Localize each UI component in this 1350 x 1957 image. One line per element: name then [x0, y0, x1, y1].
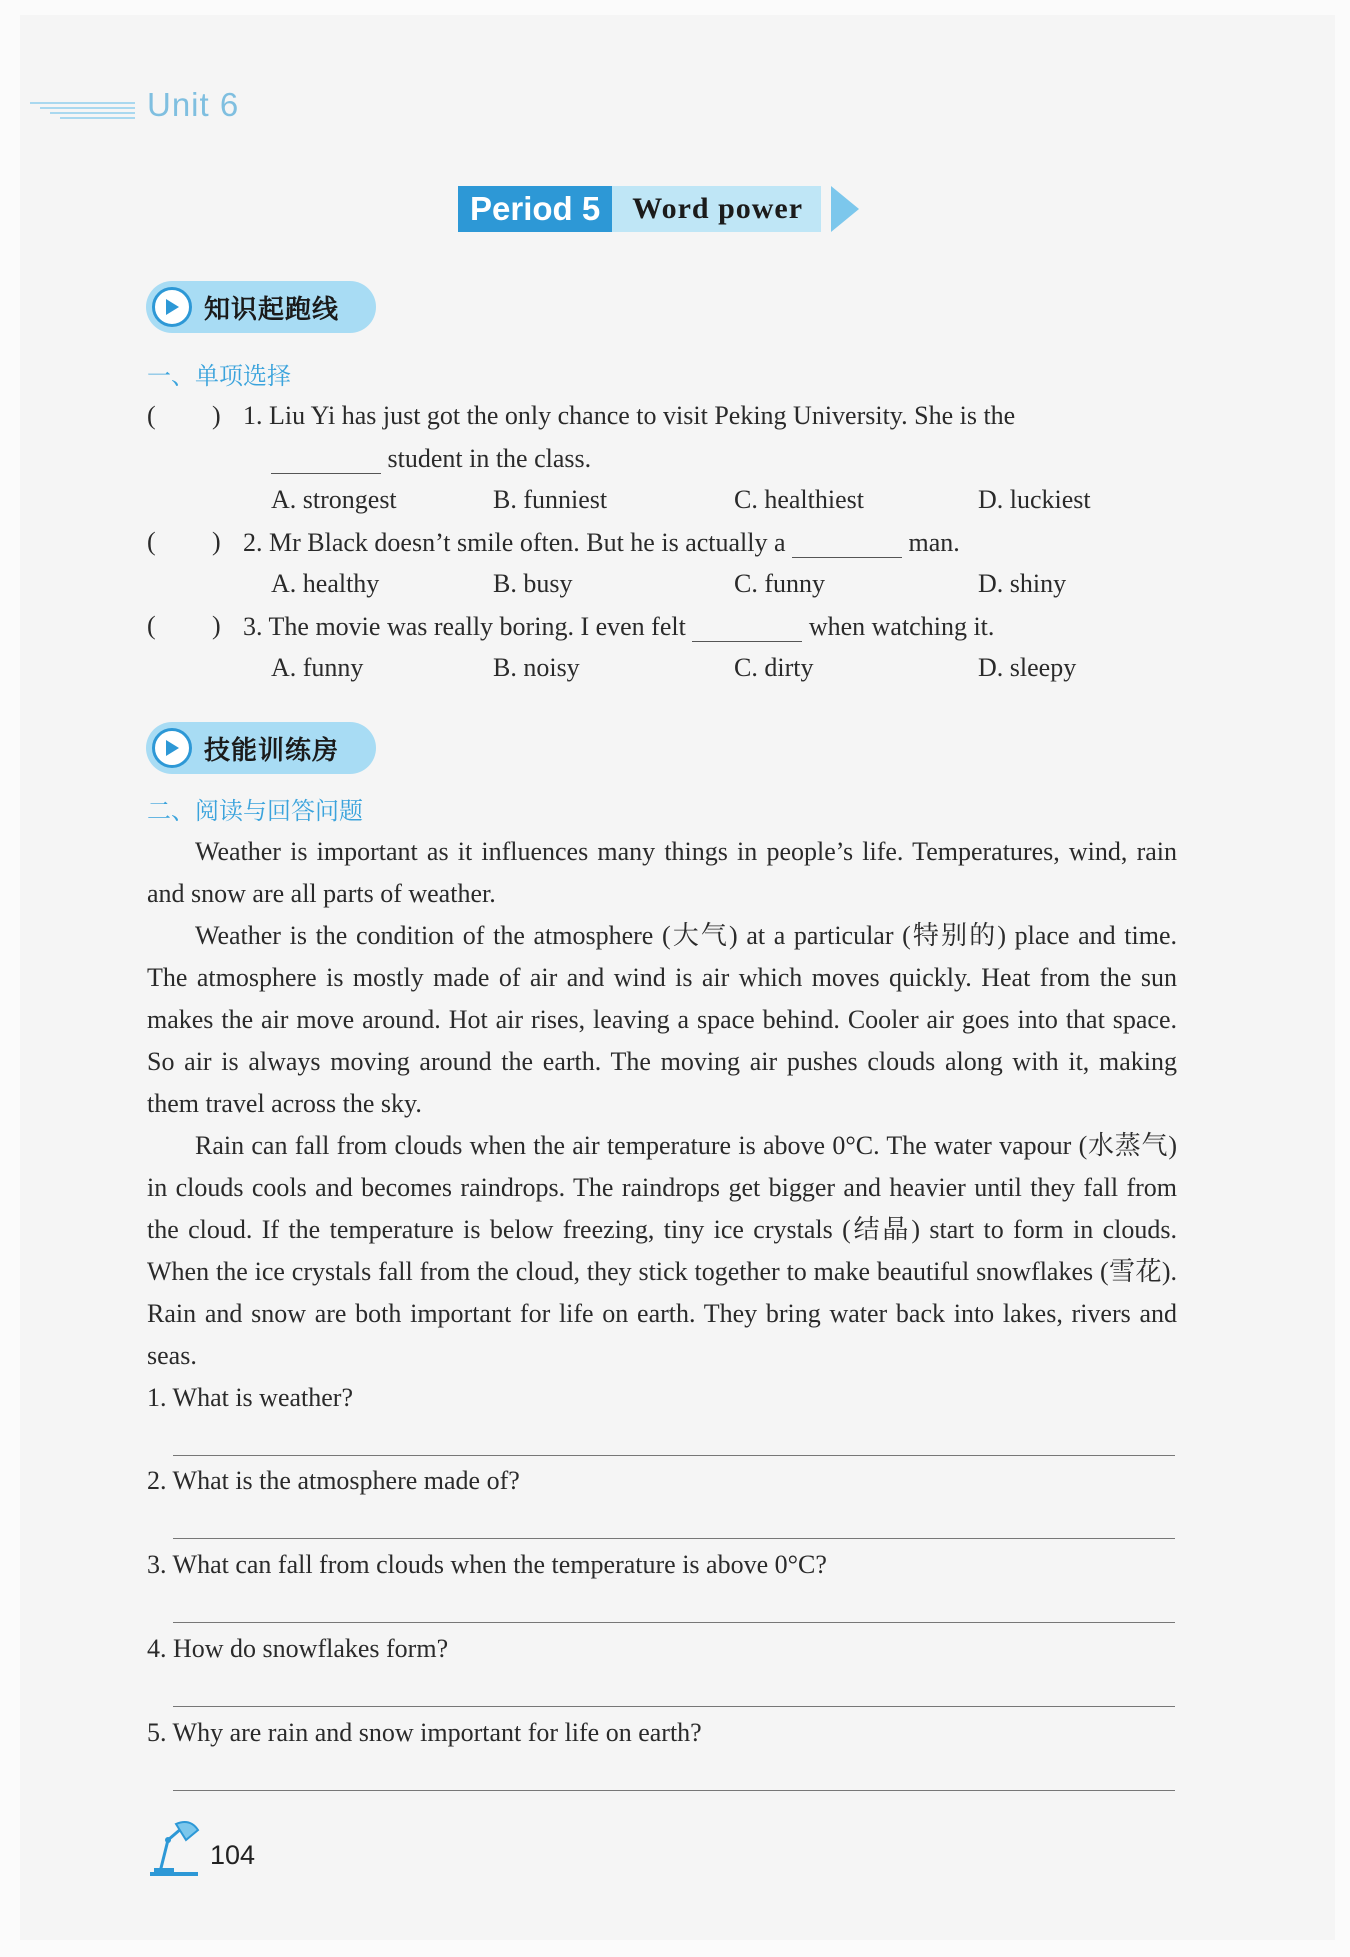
q3-text [243, 611, 994, 642]
answer-paren-close: ) [212, 401, 221, 430]
reading-paragraph-3-text: Rain can fall from clouds when the air temperature is above 0°C. The water vapour (水蒸气) in clouds cools and becomes raindrops. The raindrops get bigger and heavier until they fall from the cloud. If the temperature is below freezing, tiny ice crystals (结晶) start to form in clouds. When the ice crystals fall from the cloud, they stick together to make beautiful snowflakes (雪花). Rain and snow are both important for life on earth. They bring water back into lakes, rivers and seas. [147, 1131, 1177, 1370]
q3-text-before: 3. The movie was really boring. I even felt [243, 612, 686, 641]
period-banner [458, 186, 859, 232]
unit-title: Unit 6 [147, 86, 240, 123]
comprehension-question-4: 4. How do snowflakes form? [147, 1634, 449, 1663]
reading-paragraph-1 [147, 831, 1177, 915]
section-skills-title: 技能训练房 [204, 735, 340, 766]
q2-blank[interactable] [792, 527, 902, 558]
reading-paragraph-3 [147, 1125, 1177, 1377]
comprehension-question-5: 5. Why are rain and snow important for life on earth? [147, 1718, 702, 1747]
q1-option-a: A. strongest [271, 485, 397, 514]
comprehension-question-1: 1. What is weather? [147, 1383, 353, 1412]
q1-option-d: D. luckiest [978, 485, 1091, 514]
q2-option-b: B. busy [493, 569, 573, 598]
q2-option-d: D. shiny [978, 569, 1067, 598]
q2-option-a: A. healthy [271, 569, 380, 598]
q3-option-d: D. sleepy [978, 653, 1077, 682]
q3-text-after: when watching it. [808, 612, 995, 641]
answer-paren-open: ( [147, 401, 156, 430]
q1-line1: 1. Liu Yi has just got the only chance to visit Peking University. She is the [243, 401, 1016, 430]
desk-lamp-icon [146, 1818, 202, 1878]
q1-option-c: C. healthiest [734, 485, 864, 514]
section-knowledge-title: 知识起跑线 [204, 294, 340, 325]
q2-text-after: man. [908, 528, 960, 557]
play-icon [152, 287, 192, 327]
mc-heading: 一、单项选择 [147, 362, 291, 390]
answer-paren-open: ( [147, 611, 156, 640]
arrow-icon [831, 186, 859, 232]
answer-line-2[interactable] [173, 1538, 1175, 1539]
comprehension-question-2: 2. What is the atmosphere made of? [147, 1466, 520, 1495]
answer-line-1[interactable] [173, 1455, 1175, 1456]
q1-blank[interactable] [271, 443, 381, 474]
reading-paragraph-2-text: Weather is the condition of the atmosphere (大气) at a particular (特别的) place and time. The atmosphere is mostly made of air and wind is air which moves quickly. Heat from the sun makes the air move around. Hot air rises, leaving a space behind. Cooler air goes into that space. So air is always moving around the earth. The moving air pushes clouds along with it, making them travel across the sky. [147, 921, 1177, 1118]
reading-heading: 二、阅读与回答问题 [147, 797, 363, 825]
answer-line-3[interactable] [173, 1622, 1175, 1623]
answer-line-5[interactable] [173, 1790, 1175, 1791]
comprehension-question-3: 3. What can fall from clouds when the temperature is above 0°C? [147, 1550, 827, 1579]
period-title: Word power [612, 186, 821, 232]
answer-paren-close: ) [212, 611, 221, 640]
q3-option-b: B. noisy [493, 653, 580, 682]
reading-paragraph-2 [147, 915, 1177, 1125]
q3-blank[interactable] [692, 611, 802, 642]
q2-option-c: C. funny [734, 569, 825, 598]
reading-paragraph-1-text: Weather is important as it influences many things in people’s life. Temperatures, wind, rain and snow are all parts of weather. [147, 837, 1177, 908]
answer-paren-open: ( [147, 527, 156, 556]
section-knowledge-pill [146, 281, 376, 333]
play-icon [152, 728, 192, 768]
q1-line2 [271, 443, 591, 474]
q2-text-before: 2. Mr Black doesn’t smile often. But he is actually a [243, 528, 786, 557]
q2-text [243, 527, 960, 558]
page-number: 104 [210, 1840, 256, 1870]
period-number: Period 5 [458, 186, 612, 232]
q1-line2-text: student in the class. [387, 444, 592, 473]
q3-option-a: A. funny [271, 653, 364, 682]
unit-decor-lines [30, 100, 135, 124]
section-skills-pill [146, 722, 376, 774]
q3-option-c: C. dirty [734, 653, 814, 682]
answer-paren-close: ) [212, 527, 221, 556]
answer-line-4[interactable] [173, 1706, 1175, 1707]
q1-option-b: B. funniest [493, 485, 608, 514]
